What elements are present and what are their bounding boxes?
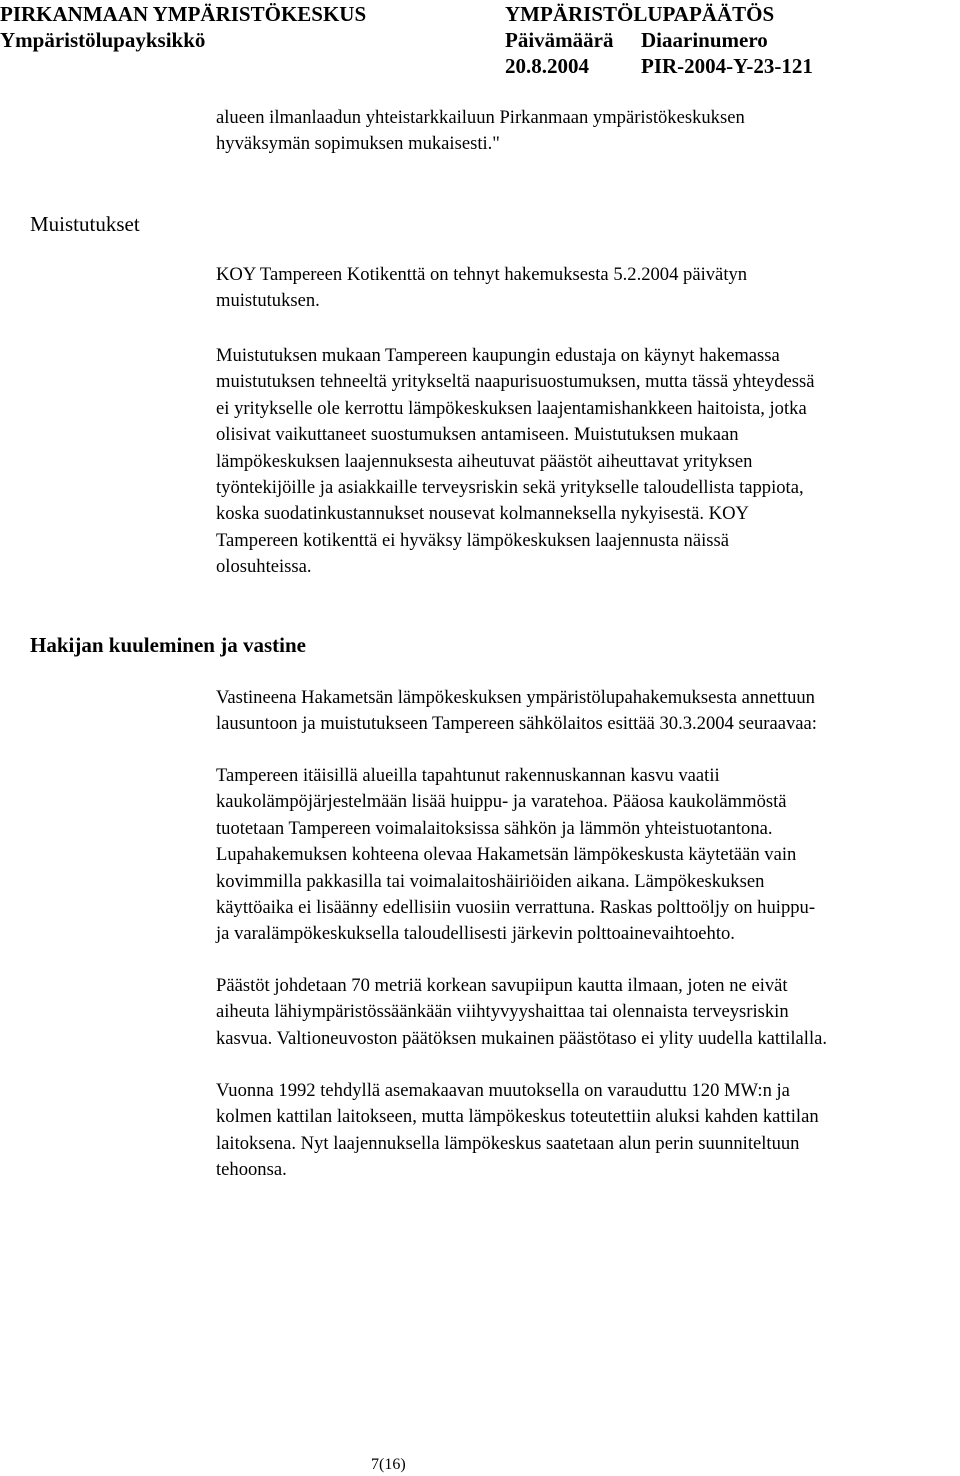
text-line: Päästöt johdetaan 70 metriä korkean savupiipun kautta ilmaan, joten ne eivät [216,975,788,996]
document-header-organization [0,1,480,53]
text-line: Tampereen itäisillä alueilla tapahtunut rakennuskannan kasvu vaatii [216,765,720,786]
text-line: Muistutuksen mukaan Tampereen kaupungin edustaja on käynyt hakemassa [216,345,780,366]
text-line: koska suodatinkustannukset nousevat kolmanneksella nykyisestä. KOY [216,503,749,525]
hakijan-paragraph-2 [216,763,960,948]
number-value: PIR-2004-Y-23-121 [641,54,813,78]
text-line: lämpökeskuksen laajennuksesta aiheutuvat päästöt aiheuttavat yrityksen [216,450,753,472]
text-line: laitoksena. Nyt laajennuksella lämpökeskus saatetaan alun perin suunniteltuun [216,1132,800,1154]
text-line: ja varalämpökeskuksella taloudellisesti järkevin polttoainevaihtoehto. [216,923,735,945]
text-line: Lupahakemuksen kohteena olevaa Hakametsän lämpökeskusta käytetään vain [216,844,797,866]
text-line: olisivat vaikuttaneet suostumuksen antamiseen. Muistutuksen mukaan [216,424,739,446]
organization-unit: Ympäristölupayksikkö [0,28,206,52]
continuation-paragraph [216,105,960,158]
header-values-row [505,53,955,79]
text-line: KOY Tampereen Kotikenttä on tehnyt hakemuksesta 5.2.2004 päivätyn [216,264,748,285]
hakijan-paragraph-4 [216,1078,960,1184]
text-line: tuotetaan Tampereen voimalaitoksissa sähkön ja lämmön yhteistuotantona. [216,817,773,839]
text-line: tehoonsa. [216,1159,287,1181]
text-line: lausuntoon ja muistutukseen Tampereen sähkölaitos esittää 30.3.2004 seuraavaa: [216,713,817,735]
text-line: Tampereen kotikenttä ei hyväksy lämpökeskuksen laajennusta näissä [216,529,729,551]
section-heading-hakijan-kuuleminen: Hakijan kuuleminen ja vastine [30,633,306,657]
date-label: Päivämäärä [505,28,614,52]
section-heading-muistutukset: Muistutukset [30,212,140,236]
page-number: 7(16) [371,1456,406,1473]
document-type: YMPÄRISTÖLUPAPÄÄTÖS [505,2,775,26]
document-header-decision [505,1,955,79]
text-line: olosuhteissa. [216,556,312,578]
muistutukset-body-paragraph [216,343,960,581]
muistutukset-intro-paragraph [216,262,960,315]
hakijan-paragraph-1 [216,685,960,738]
text-line: käyttöaika ei lisäänny edellisiin vuosiin verrattuna. Raskas polttoöljy on huippu- [216,896,816,918]
text-line: alueen ilmanlaadun yhteistarkkailuun Pirkanmaan ympäristökeskuksen [216,107,745,128]
date-value: 20.8.2004 [505,54,589,78]
text-line: Vuonna 1992 tehdyllä asemakaavan muutoksella on varauduttu 120 MW:n ja [216,1080,790,1101]
text-line: Vastineena Hakametsän lämpökeskuksen ympäristölupahakemuksesta annettuun [216,687,815,708]
text-line: aiheuta lähiympäristössäänkään viihtyvyyshaittaa tai olennaista terveysriskin [216,1001,789,1023]
text-line: hyväksymän sopimuksen mukaisesti." [216,133,500,155]
text-line: muistutuksen tehneeltä yritykseltä naapurisuostumuksen, mutta tässä yhteydessä [216,371,815,393]
text-line: kovimmilla pakkasilla tai voimalaitoshäiriöiden aikana. Lämpökeskuksen [216,870,765,892]
text-line: kolmen kattilan laitokseen, mutta lämpökeskus toteutettiin aluksi kahden kattilan [216,1106,819,1128]
organization-name: PIRKANMAAN YMPÄRISTÖKESKUS [0,2,367,26]
text-line: muistutuksen. [216,290,320,312]
number-label: Diaarinumero [641,28,768,52]
hakijan-paragraph-3 [216,973,960,1052]
text-line: kasvua. Valtioneuvoston päätöksen mukainen päästötaso ei ylity uudella kattilalla. [216,1027,828,1049]
text-line: ei yritykselle ole kerrottu lämpökeskuksen laajentamishankkeen haitoista, jotka [216,397,807,419]
text-line: työntekijöille ja asiakkaille terveysriskin sekä yritykselle taloudellista tappiota, [216,476,804,498]
text-line: kaukolämpöjärjestelmään lisää huippu- ja varatehoa. Pääosa kaukolämmöstä [216,791,787,813]
header-labels-row [505,27,955,53]
